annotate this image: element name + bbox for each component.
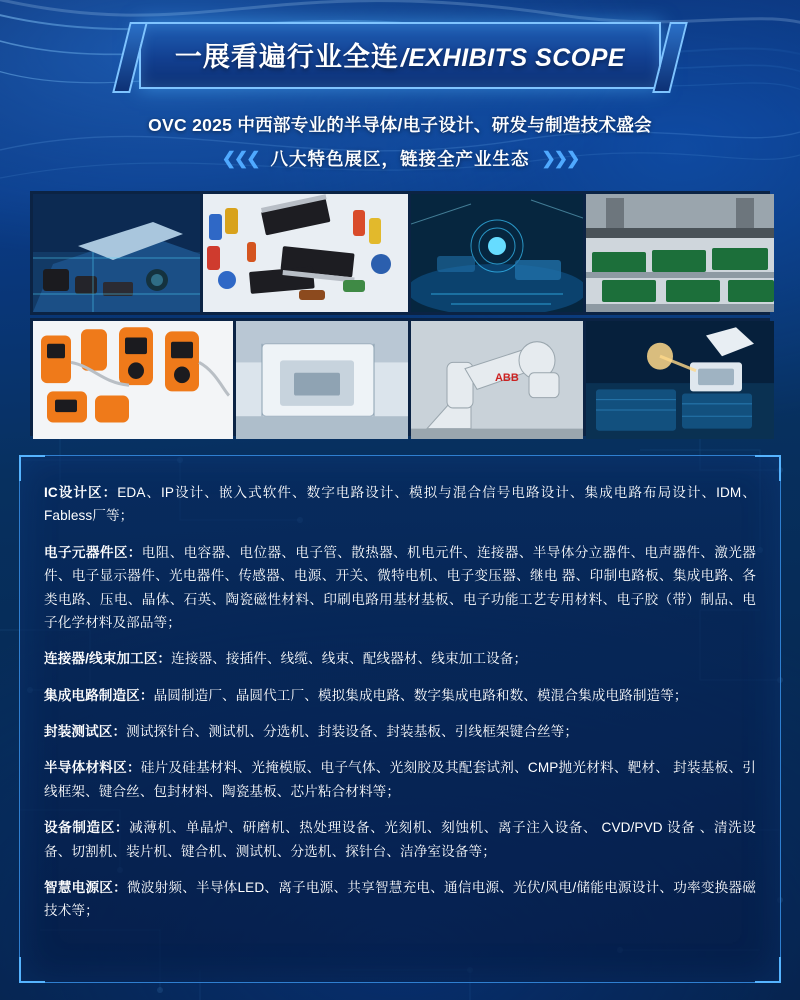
- zone-label: 集成电路制造区：: [44, 687, 154, 703]
- title-ribbon: [139, 22, 661, 89]
- chevron-left-icon: ❮❮❮: [221, 148, 259, 168]
- corner-bracket-bottom-right: [755, 957, 781, 983]
- title-english: /EXHIBITS SCOPE: [400, 44, 626, 72]
- zone-label: IC设计区：: [44, 485, 118, 500]
- zone-item-smart-power: [44, 876, 756, 923]
- zone-item-electronic-components: [44, 541, 756, 635]
- zone-label: 封装测试区：: [44, 724, 127, 739]
- zone-item-semiconductor-materials: [44, 756, 756, 803]
- pcb-blue-board-photo: [33, 194, 200, 312]
- photo-gallery-row-2: [30, 318, 770, 436]
- zone-text: 减薄机、单晶炉、研磨机、热处理设备、光刻机、刻蚀机、离子注入设备、 CVD/PVD 设备 、清洗设备、切割机、装片机、键合机、测试机、分选机、探针台、洁净室设备等；: [44, 820, 756, 859]
- orange-connectors-photo: [33, 321, 233, 439]
- title-chinese: 一展看遍行业全连: [174, 42, 399, 72]
- exhibit-zones-list: [20, 456, 780, 923]
- zone-item-ic-manufacturing: [44, 684, 756, 707]
- zone-item-packaging-testing: [44, 720, 756, 743]
- chevron-right-icon: ❯❯❯: [541, 148, 579, 168]
- zone-label: 电子元器件区：: [44, 544, 142, 560]
- zone-item-connector-harness: [44, 647, 756, 670]
- zone-text: 电阻、电容器、电位器、电子管、散热器、机电元件、连接器、半导体分立器件、电声器件、激光器件、电子显示器件、光电器件、传感器、电源、开关、微特电机、电子变压器、继电 器、印制电路板、集成电路、各类电路、压电、晶体、石英、陶瓷磁性材料、印刷电路用基材基板、电子功能工艺专用材料、电子胶（带）制品、电子化学材料及部品等；: [44, 544, 756, 630]
- zone-text: 测试探针台、测试机、分选机、封装设备、封装基板、引线框架键合丝等；: [126, 724, 579, 739]
- corner-bracket-bottom-left: [19, 957, 45, 983]
- title-banner: [0, 22, 800, 89]
- corner-bracket-top-left: [19, 455, 45, 481]
- zone-label: 连接器/线束加工区：: [44, 651, 172, 667]
- zone-text: 硅片及硅基材料、光掩模版、电子气体、光刻胶及其配套试剂、CMP抛光材料、靶材、 封装基板、引线框架、键合丝、包封材料、陶瓷基板、芯片粘合材料等；: [44, 760, 756, 799]
- wafer-handling-photo: [586, 321, 774, 439]
- subtitle-line-2: 八大特色展区，链接全产业生态: [270, 149, 530, 169]
- zone-text: 连接器、接插件、线缆、线束、配线器材、线束加工设备；: [171, 651, 528, 667]
- ic-chips-components-photo: [203, 194, 408, 312]
- subtitle-line-1: OVC 2025 中西部专业的半导体/电子设计、研发与制造技术盛会: [148, 115, 652, 135]
- corner-bracket-top-right: [755, 455, 781, 481]
- pcb-production-line-photo: [586, 194, 774, 312]
- zone-text: EDA、IP设计、嵌入式软件、数字电路设计、模拟与混合信号电路设计、集成电路布局设计、IDM、Fabless厂等；: [44, 485, 756, 524]
- smart-automation-photo: [411, 194, 583, 312]
- photo-gallery-row-1: [30, 191, 770, 315]
- zone-label: 智慧电源区：: [44, 879, 127, 895]
- zone-text: 微波射频、半导体LED、离子电源、共享智慧充电、通信电源、光伏/风电/储能电源设计、功率变换器磁技术等；: [44, 879, 756, 919]
- cleanroom-equipment-photo: [236, 321, 408, 439]
- zone-label: 设备制造区：: [44, 820, 130, 836]
- zone-item-ic-design: [44, 481, 756, 528]
- abb-robot-arm-photo: [411, 321, 583, 439]
- zone-label: 半导体材料区：: [44, 760, 141, 776]
- zone-text: 晶圆制造厂、晶圆代工厂、模拟集成电路、数字集成电路和数、模混合集成电路制造等；: [153, 687, 688, 703]
- zone-item-equipment-manufacturing: [44, 816, 756, 863]
- subtitle-line-2-row: [0, 146, 800, 171]
- svg-text:ABB: ABB: [495, 371, 519, 385]
- exhibit-zones-panel: [19, 455, 781, 983]
